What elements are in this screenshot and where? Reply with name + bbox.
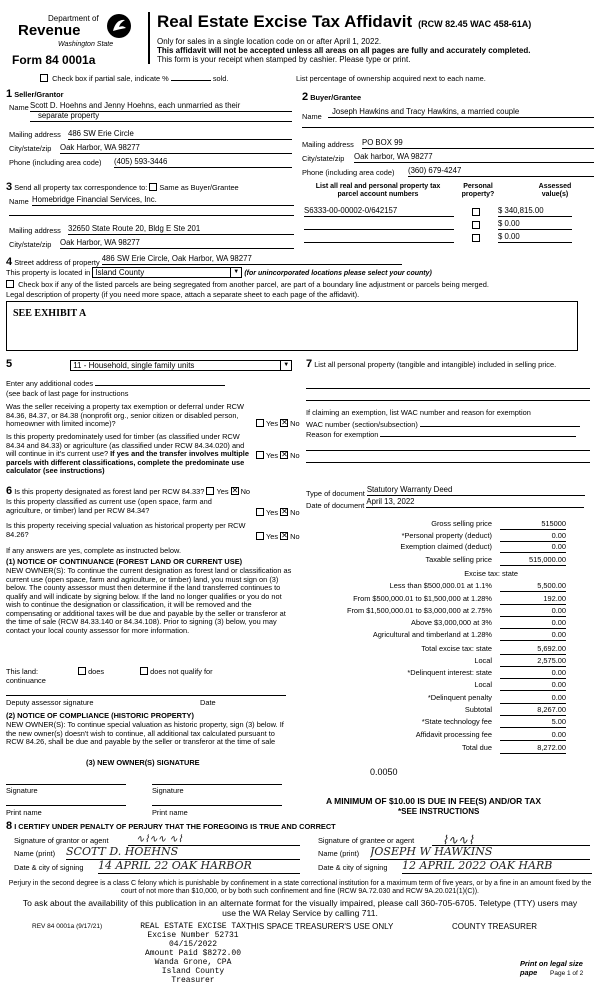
header-line-2: This affidavit will not be accepted unless all areas on all pages are fully and accurately completed. [157,46,531,55]
treasurer-stamp [138,923,248,986]
affidavit-processing-fee-label: Affidavit processing fee [415,730,492,739]
new-owner-signature-title: (3) NEW OWNER(S) SIGNATURE [86,758,200,767]
affidavit-processing-fee-value[interactable]: 0.00 [500,731,566,741]
header [0,0,600,70]
historic-text: Is this property receiving special valuation as historical property per RCW 84.26? [6,521,246,539]
parcel-row-1 [302,207,594,219]
historic-question [6,522,298,539]
document-type-row [306,486,590,498]
parcel-number-3[interactable] [304,233,454,243]
total-due-row [300,744,568,755]
current-use-yes-checkbox[interactable] [256,508,264,516]
partial-percent-field[interactable] [171,80,211,81]
tier-1-tax-value[interactable]: 5,500.00 [500,582,566,592]
section-8-heading [6,820,600,833]
current-use-question [6,498,298,515]
grantee-name-field[interactable]: JOSEPH W HAWKINS [370,846,590,860]
tier-2-tax-label: From $500,000.01 to $1,500,000 at 1.28% [353,594,492,603]
ownership-note: List percentage of ownership acquired next to each name. [296,74,486,83]
delinquent-interest-local-row [300,681,568,692]
deputy-date-label: Date [200,698,216,707]
subtotal-row [300,706,568,717]
does-label: does [88,667,105,676]
buyer-phone-label: Phone (including area code) [302,168,395,177]
timber-question-text [6,433,254,476]
current-use-text: Is this property classified as current use (open space, farm and agriculture, or timber) land per RCW 84.34? [6,497,212,515]
additional-codes-field[interactable] [95,385,225,386]
yes-label: Yes [216,487,229,496]
owner-signature-field-1[interactable] [6,784,126,785]
subtotal-label: Subtotal [464,705,492,714]
county-row [6,267,596,278]
section-2-number: 2 [302,91,309,103]
section-3 [6,181,298,251]
personal-property-line-1[interactable] [306,388,590,389]
yes-label: Yes [266,419,279,428]
grantor-signature-label: Signature of grantor or agent [14,836,109,845]
state-technology-fee-row [300,718,568,729]
forest-land-question: Is this property designated as forest land per RCW 84.33? [14,487,205,496]
tier-2-tax-value[interactable]: 192.00 [500,595,566,605]
delinquent-interest-local-label: Local [474,680,492,689]
revenue-logo-icon [106,13,132,39]
no-label: No [240,487,251,496]
buyer-city-label: City/state/zip [302,154,345,163]
grantor-name-label: Name (print) [14,849,56,858]
segregation-checkbox[interactable] [6,280,14,288]
total-excise-state-label: Total excise tax: state [421,644,492,653]
forest-yes-checkbox[interactable] [206,487,214,495]
personal-property-checkbox-3[interactable] [472,234,480,242]
owner-signature-label-1: Signature [6,786,38,795]
total-excise-state-row [300,645,568,656]
section-3-send: Send all property tax correspondence to: [14,183,148,192]
tier-4-tax-value[interactable]: 0.00 [500,619,566,629]
gross-selling-price-label: Gross selling price [431,519,492,528]
treasurer-use-label: THIS SPACE TREASURER'S USE ONLY [246,922,394,931]
sold-label: sold. [212,74,229,83]
section-6-number: 6 [6,485,13,497]
agricultural-tax-label: Agricultural and timberland at 1.28% [372,630,492,639]
state-text: Washington State [58,41,114,48]
chevron-down-icon: ▼ [280,361,291,370]
grantor-date-field[interactable]: 14 APRIL 22 OAK HARBOR [98,860,300,874]
tier-4-tax-label: Above $3,000,000 at 3% [411,618,492,627]
seller-mailing-label: Mailing address [9,130,61,139]
stamp-line-5: Wanda Grone, CPA [154,957,232,967]
section-6 [6,485,298,825]
delinquent-penalty-value[interactable]: 0.00 [500,694,566,704]
assessed-value-3[interactable]: $ 0.00 [498,233,572,243]
county-select-value: Island County [95,268,145,277]
stamp-line-1: REAL ESTATE EXCISE TAX [140,922,246,931]
street-address-field[interactable]: 486 SW Erie Circle, Oak Harbor, WA 98277 [102,255,402,265]
grantee-name-label: Name (print) [318,849,360,858]
stamp-line-6: Island County Treasurer [161,966,225,985]
historic-yes-checkbox[interactable] [256,532,264,540]
section-5 [6,358,298,483]
perjury-notice [4,880,596,896]
page-number: Page 1 of 2 [550,970,584,977]
subtotal-value[interactable]: 8,267.00 [500,706,566,716]
seller-phone-field[interactable]: (405) 593-3446 [114,158,292,168]
assessed-value-1[interactable]: $ 340,815.00 [498,207,572,217]
this-land-label: This land: [6,667,39,676]
corr-name-label: Name [9,197,29,206]
forest-no-checkbox[interactable] [231,487,239,495]
section-3-number: 3 [6,181,13,193]
grantee-signature-field[interactable] [432,834,590,846]
document-type-label: Type of document [306,488,365,498]
section-1-number: 1 [6,88,13,100]
grantor-signature-scribble: ∿⌇∿∿ ∿⌇ [136,834,183,845]
buyer-name-field[interactable]: Joseph Hawkins and Tracy Hawkins, a married couple [328,108,594,118]
grantor-date-label: Date & city of signing [14,863,84,872]
section-7-heading [306,358,592,371]
exemption-wac-label: If claiming an exemption, list WAC number and reason for exemption [306,408,531,417]
section-7 [306,358,596,510]
reason-field[interactable] [380,436,576,437]
section-7-number: 7 [306,358,313,370]
state-technology-fee-value[interactable]: 5.00 [500,718,566,728]
owner-print-label-1: Print name [6,808,42,817]
document-type-field[interactable]: Statutory Warranty Deed [367,486,585,496]
affidavit-processing-fee-row [300,731,568,742]
owner-signature-label-2: Signature [152,786,184,795]
grantor-signature-field[interactable] [128,834,300,846]
no-label: No [290,451,300,460]
agricultural-tax-value[interactable]: 0.00 [500,631,566,641]
form-title: Real Estate Excise Tax Affidavit [157,12,413,31]
seller-name-line-2: separate property [30,112,292,122]
perjury-text: Perjury in the second degree is a class C felony which is punishable by confinement in a state correctional institution for a maximum term of five years, or by a fine in an amount fixed by the court of not more than $10,000, or by both such confinement and fine (RCW 9A.72.030 and RCW 9A.20.021(1)(C)). [8,880,592,896]
parcel-header-value: Assessed value(s) [538,183,572,199]
revision-label: REV 84 0001a (9/17/21) [32,923,103,930]
tier-3-tax-row [300,607,568,618]
delinquent-interest-state-row [300,669,568,680]
header-line-1: Only for sales in a single location code on or after April 1, 2022. [157,37,382,46]
tier-4-tax-row [300,619,568,630]
reason-line-3[interactable] [306,462,590,463]
dept-text: Department of [48,14,99,23]
delinquent-interest-state-label: *Delinquent interest: state [407,668,492,677]
partial-sale-checkbox[interactable] [40,74,48,82]
parcel-number-2[interactable] [304,220,454,230]
stamp-line-3: 04/15/2022 [168,939,217,949]
land-qualify-row [6,667,298,677]
wac-number-row [306,421,590,430]
minimum-due-note: A MINIMUM OF $10.00 IS DUE IN FEE(S) AND/OR TAX [326,796,542,806]
no-label: No [290,419,300,428]
owner-print-field-1[interactable] [6,805,126,806]
revenue-text: Revenue [18,22,81,39]
if-yes-note: If any answers are yes, complete as instructed below. [6,546,181,555]
section-8 [6,820,600,878]
local-tax-row [300,657,568,668]
personal-property-checkbox-1[interactable] [472,208,480,216]
notice-continuance-title: (1) NOTICE OF CONTINUANCE (FOREST LAND OR CURRENT USE) [6,557,243,566]
section-2-title: Buyer/Grantee [310,93,362,102]
parcel-table [302,183,594,249]
timber-question-bold: If yes and the transfer involves multiple parcels with different classifications, complete the predominate use calculator (see instructions) [6,449,249,476]
reason-line-2[interactable] [306,450,590,451]
seller-name-line-1: Scott D. Hoehns and Jenny Hoehns, each unmarried as their [30,102,292,112]
document-date-row [306,498,590,510]
grantee-date-field[interactable]: 12 APRIL 2022 OAK HARB [402,860,592,874]
chevron-down-icon: ▼ [230,268,241,277]
corr-name-line-2[interactable] [9,215,294,216]
gross-selling-price-value[interactable]: 515000 [500,520,566,530]
does-not-qualify-checkbox[interactable] [140,667,148,675]
section-1 [6,88,296,174]
no-label: No [290,508,300,517]
seller-mailing-field[interactable]: 486 SW Erie Circle [68,130,292,140]
land-use-select-value: 11 - Household, single family units [73,361,195,370]
owner-signature-field-2[interactable] [152,784,282,785]
delinquent-interest-state-value[interactable]: 0.00 [500,669,566,679]
agricultural-tax-row [300,631,568,642]
same-as-buyer-checkbox[interactable] [149,183,157,191]
section-4 [6,255,596,355]
street-address-label: Street address of property [14,257,100,267]
partial-sale-row [40,74,300,84]
tier-2-tax-row [300,595,568,606]
historic-no-checkbox[interactable] [280,532,288,540]
personal-property-deduct-value[interactable]: 0.00 [500,532,566,542]
taxable-selling-price-label: Taxable selling price [425,555,492,564]
wac-number-field[interactable] [420,426,580,427]
buyer-mailing-label: Mailing address [302,140,354,149]
tier-1-tax-row [300,582,568,593]
legal-label: Legal description of property (if you need more space, attach a separate sheet to each page of the affidavit). [6,290,360,299]
document-date-label: Date of document [306,500,365,510]
exemption-claimed-row [300,543,568,554]
yes-label: Yes [266,532,279,541]
timber-question-main: Is this property predominately used for timber (as classified under RCW 84.34 and 84.33) or agriculture (as classified under RCW 84.34.020) and will continue in it's current use? [6,432,245,459]
corr-city-label: City/state/zip [9,240,52,249]
corr-mailing-label: Mailing address [9,226,61,235]
section-8-number: 8 [6,820,13,832]
stamp-line-2: Excise Number 52731 [147,930,239,940]
stamp-line-4: Amount Paid $8272.00 [144,948,241,958]
timber-answers [256,451,300,461]
buyer-mailing-field[interactable]: PO BOX 99 [362,139,594,149]
document-date-field[interactable]: April 13, 2022 [366,498,584,508]
state-technology-fee-label: *State technology fee [421,717,492,726]
tier-1-tax-label: Less than $500,000.01 at 1.1% [389,581,492,590]
parcel-header-numbers: List all real and personal property tax parcel account numbers [315,183,441,199]
section-7-text: List all personal property (tangible and intangible) included in selling price. [314,360,557,369]
owner-print-label-2: Print name [152,808,188,817]
notice-compliance-body: NEW OWNER(S): To continue special valuation as historic property, sign (3) below. If the new owner(s) doesn't wish to continue, all additional tax calculated pursuant to RCW 84.26, shall be due and payable by the seller or transferor at the time of sale [6,720,284,747]
header-divider [148,12,150,64]
reason-label: Reason for exemption [306,430,379,439]
delinquent-penalty-row [300,694,568,705]
total-excise-state-value[interactable]: 5,692.00 [500,645,566,655]
seller-name-field[interactable] [30,102,292,122]
section-2-heading [302,91,594,104]
title-block [157,12,597,32]
yes-label: Yes [266,508,279,517]
exemption-question [6,403,298,429]
local-tax-label: Local [474,656,492,665]
certify-text: I CERTIFY UNDER PENALTY OF PERJURY THAT THE FOREGOING IS TRUE AND CORRECT [14,822,336,831]
deputy-signature-field[interactable] [6,695,286,696]
corr-mailing-field[interactable]: 32650 State Route 20, Bldg E Ste 201 [68,225,294,235]
exemption-question-text: Was the seller receiving a property tax exemption or deferral under RCW 84.36, 84.37, or 84.38 (nonprofit org., senior citizen or disabled person, homeowner with limited income)? [6,402,244,429]
section-1-heading [6,88,296,101]
assessed-value-2[interactable]: $ 0.00 [498,220,572,230]
legal-size-note: Print on legal size pape [520,959,583,977]
buyer-city-field[interactable]: Oak harbor, WA 98277 [354,153,594,163]
tier-3-tax-label: From $1,500,000.01 to $3,000,000 at 2.75% [346,606,492,615]
tier-3-tax-value[interactable]: 0.00 [500,607,566,617]
current-use-no-checkbox[interactable] [280,508,288,516]
local-rate: 0.0050 [370,767,398,777]
see-instructions-note: *SEE INSTRUCTIONS [398,807,480,816]
personal-property-line-2[interactable] [306,400,590,401]
additional-codes-row [6,380,298,389]
county-select[interactable] [92,267,242,278]
section-5-number: 5 [6,358,13,370]
reason-row [306,431,590,440]
does-not-label: does not qualify for [150,667,213,676]
exemption-claimed-label: Exemption claimed (deduct) [400,542,492,551]
legal-description-box[interactable] [6,301,578,351]
personal-property-checkbox-2[interactable] [472,221,480,229]
exemption-claimed-value[interactable]: 0.00 [500,543,566,553]
segregation-label: Check box if any of the listed parcels are being segregated from another parcel, are part of a boundary line adjustment or parcels being merged. [18,280,489,289]
partial-sale-label: Check box if partial sale, indicate % [52,74,169,83]
segregation-row [6,280,596,290]
timber-question [6,433,298,476]
grantor-name-field[interactable]: SCOTT D. HOEHNS [66,846,300,860]
buyer-name-line-2[interactable] [302,127,594,128]
buyer-name-label: Name [302,112,322,121]
delinquent-interest-local-value[interactable]: 0.00 [500,681,566,691]
located-label: This property is located in [6,268,91,277]
exemption-answers [256,419,300,429]
land-use-select[interactable] [70,360,292,371]
delinquent-penalty-label: *Delinquent penalty [427,693,492,702]
section-1-title: Seller/Grantor [14,90,64,99]
excise-tax-state-heading-row [300,570,568,581]
form-number: Form 84 0001a [12,53,96,67]
rcw-ref: (RCW 82.45 WAC 458-61A) [418,19,532,29]
exemption-yes-checkbox[interactable] [256,419,264,427]
yes-label: Yes [266,451,279,460]
corr-name-field[interactable]: Homebridge Financial Services, Inc. [32,196,294,206]
seller-phone-label: Phone (including area code) [9,158,102,167]
parcel-row-3 [302,233,594,245]
owner-print-field-2[interactable] [152,805,282,806]
forest-land-row [6,485,298,498]
corr-city-field[interactable]: Oak Harbor, WA 98277 [60,239,294,249]
section-3-heading [6,181,298,194]
notice-continuance-body: NEW OWNER(S): To continue the current designation as forest land or classification as current use (open space, farm and agriculture, or timber) land, you must sign on (3) below. The county assessor must then determine if the land transferred continues to qualify and will indicate by signing below. If the land no longer qualifies or you do not wish to continue the designation or classification, it will be removed and the compensating or additional taxes will be due and payable by the seller or transferor at the time of sale (RCW 84.33.140 or 84.34.108). Prior to signing (3) below, you may contact your local county assessor for more information. [6,566,292,635]
gross-selling-price-row [300,520,568,531]
local-tax-value[interactable]: 2,575.00 [500,657,566,667]
section-2 [302,91,594,177]
additional-codes-label: Enter any additional codes [6,379,94,388]
grantee-signature-label: Signature of grantee or agent [318,836,415,845]
timber-yes-checkbox[interactable] [256,451,264,459]
alternate-format-note: To ask about the availability of this publication in an alternate format for the visually impaired, please call 360-705-6705. Teletype (TTY) users may use the WA Relay Service by calling 711. [22,898,578,918]
historic-answers [256,532,300,542]
continuance-label: continuance [6,676,46,685]
wac-number-label: WAC number (section/subsection) [306,420,418,429]
parcel-header-personal: Personal property? [461,183,495,199]
does-qualify-checkbox[interactable] [78,667,86,675]
unincorporated-note: (for unincorporated locations please select your county) [244,270,432,277]
codes-instructions: (see back of last page for instructions [6,389,129,398]
seller-name-label: Name [9,103,29,112]
taxable-selling-price-value[interactable]: 515,000.00 [500,556,566,566]
timber-no-checkbox[interactable] [280,451,288,459]
grantee-signature-scribble: ⌇∿∿⌇ [442,833,474,847]
same-as-buyer-label: Same as Buyer/Grantee [159,183,239,192]
buyer-phone-field[interactable]: (360) 679-4247 [408,167,594,177]
header-line-3-text: This form is your receipt when stamped by cashier. Please type or print. [157,55,411,64]
excise-tax-state-heading-label: Excise tax: state [464,569,518,578]
legal-description-text: SEE EXHIBIT A [13,308,87,319]
section-4-number: 4 [6,255,13,268]
grantee-date-label: Date & city of signing [318,863,388,872]
exemption-no-checkbox[interactable] [280,419,288,427]
total-due-value[interactable]: 8,272.00 [500,744,566,754]
county-treasurer-label: COUNTY TREASURER [452,922,538,931]
total-due-label: Total due [462,743,492,752]
notice-compliance-title: (2) NOTICE OF COMPLIANCE (HISTORIC PROPERTY) [6,711,194,720]
seller-city-field[interactable]: Oak Harbor, WA 98277 [60,144,292,154]
seller-city-label: City/state/zip [9,144,52,153]
no-label: No [290,532,300,541]
header-line-3 [157,55,410,64]
current-use-answers [256,508,300,518]
parcel-number-1[interactable]: S6333-00-00002-0/642157 [304,207,454,217]
deputy-signature-label: Deputy assessor signature [6,698,94,707]
personal-property-deduct-label: *Personal property (deduct) [401,531,492,540]
taxable-selling-price-row [300,556,568,567]
parcel-row-2 [302,220,594,232]
